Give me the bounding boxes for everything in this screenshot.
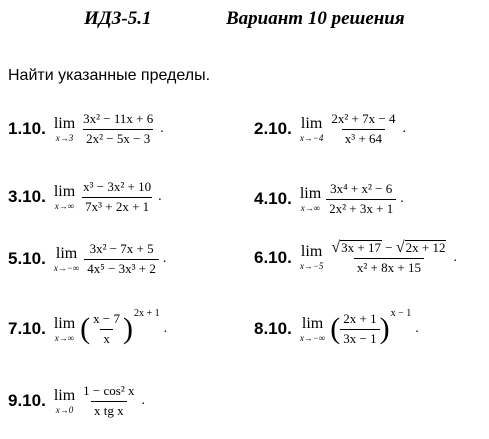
sqrt-term: √ 2x + 12 [395,239,446,256]
numerator: 3x⁴ + x² − 6 [330,181,393,196]
problem-4: 4.10. lim x→∞ $\frac{\text{3x⁴ + x² − 6}}{\text{2x² + 3x + 1}}$ . [254,181,404,216]
fraction [328,240,449,276]
problem-number: 8.10. [254,319,292,339]
limit-operator: lim x→∞ [299,184,322,213]
limit-operator: lim x→−∞ [53,244,80,273]
denominator: x tg x [91,401,127,419]
fraction [326,182,396,217]
numerator: 3x² − 11x + 6 [83,111,154,126]
problem-number: 9.10. [8,391,46,411]
sqrt-term: √ 3x + 17 [331,239,382,256]
limit-subscript: x→−∞ [53,262,80,273]
problem-number: 5.10. [8,249,46,269]
limit-subscript: x→−5 [299,261,324,272]
limit-operator: lim x→3 [53,114,76,143]
fraction [340,312,379,347]
problem-number: 3.10. [8,187,46,207]
numerator: √ 3x + 17 − √ 2x + 12 [331,239,446,256]
denominator: 3x − 1 [340,329,379,347]
denominator: 2x² + 3x + 1 [326,199,396,217]
right-paren: ) [123,312,133,346]
left-paren: ( [330,312,341,346]
numerator: x − 7 [93,311,120,326]
limit-subscript: x→∞ [300,202,321,213]
fraction [90,312,123,347]
limit-operator: lim x→∞ [53,182,76,211]
header-left-title: ИДЗ-5.1 [84,8,152,29]
problem-8: 8.10. lim x→−∞ ( $\frac{2x + 1}{3x - 1}$ ) x − 1 . [254,308,419,346]
limit-subscript: x→−4 [299,132,324,143]
numerator: x³ − 3x² + 10 [83,179,152,194]
limit-subscript: x→∞ [54,200,75,211]
denominator: x [100,329,113,347]
problem-number: 7.10. [8,319,46,339]
denominator: 2x² − 5x − 3 [83,129,153,147]
problem-2: 2.10. lim x→−4 $\frac{\text{2x² + 7x − 4}}{\text{x³ + 64}}$ . [254,111,406,146]
problem-1: 1.10. lim x→3 $\frac{\text{3x² − 11x + 6}}{\text{2x² − 5x − 3}}$ . [8,111,164,146]
header-variant-title: Вариант 10 решения [226,8,405,29]
denominator: 7x³ + 2x + 1 [82,197,152,215]
limit-subscript: x→−∞ [299,332,326,343]
fraction [328,112,398,147]
problem-number: 1.10. [8,119,46,139]
limit-subscript: x→0 [55,404,74,415]
limit-operator: lim x→−4 [299,114,324,143]
fraction [84,242,159,277]
fraction [80,112,156,147]
limit-operator: lim x→0 [53,386,76,415]
denominator: x³ + 64 [342,129,385,147]
numerator: 1 − cos² x [83,383,135,398]
instruction-text: Найти указанные пределы. [8,67,211,84]
limit-operator: lim x→−∞ [299,314,326,343]
sqrt-sign: √ [395,239,405,256]
exponent: x − 1 [390,308,412,319]
denominator: x² + 8x + 15 [354,258,424,276]
limit-operator: lim x→∞ [53,314,76,343]
left-paren: ( [80,312,91,346]
problem-number: 6.10. [254,247,292,267]
problem-6: 6.10. lim x→−5 √ 3x + 17 − √ 2x + 12 x² + 8x + 15 . [254,239,457,275]
problem-7: 7.10. lim x→∞ ( $\frac{x - 7}{x}$ ) 2x + 1 . [8,308,168,346]
limit-operator: lim x→−5 [299,243,324,272]
problem-number: 2.10. [254,119,292,139]
fraction [80,180,154,215]
numerator: 3x² − 7x + 5 [89,241,154,256]
problem-3: 3.10. lim x→∞ $\frac{\text{x³ − 3x² + 10}}{\text{7x³ + 2x + 1}}$ . [8,179,162,214]
numerator: 2x² + 7x − 4 [331,111,396,126]
problem-number: 4.10. [254,189,292,209]
right-paren: ) [379,312,390,346]
sqrt-sign: √ [331,239,341,256]
exponent: 2x + 1 [134,308,160,319]
problem-5: 5.10. lim x→−∞ $\frac{\text{3x² − 7x + 5}}{\text{4x⁵ − 3x³ + 2}}$ . [8,241,167,276]
numerator: 2x + 1 [343,311,377,326]
fraction [80,384,137,419]
problem-9: 9.10. lim x→0 $\frac{\text{1 − cos² x}}{\text{x tg x}}$ . [8,383,145,418]
limit-subscript: x→∞ [54,332,75,343]
limit-subscript: x→3 [55,132,74,143]
denominator: 4x⁵ − 3x³ + 2 [84,259,159,277]
